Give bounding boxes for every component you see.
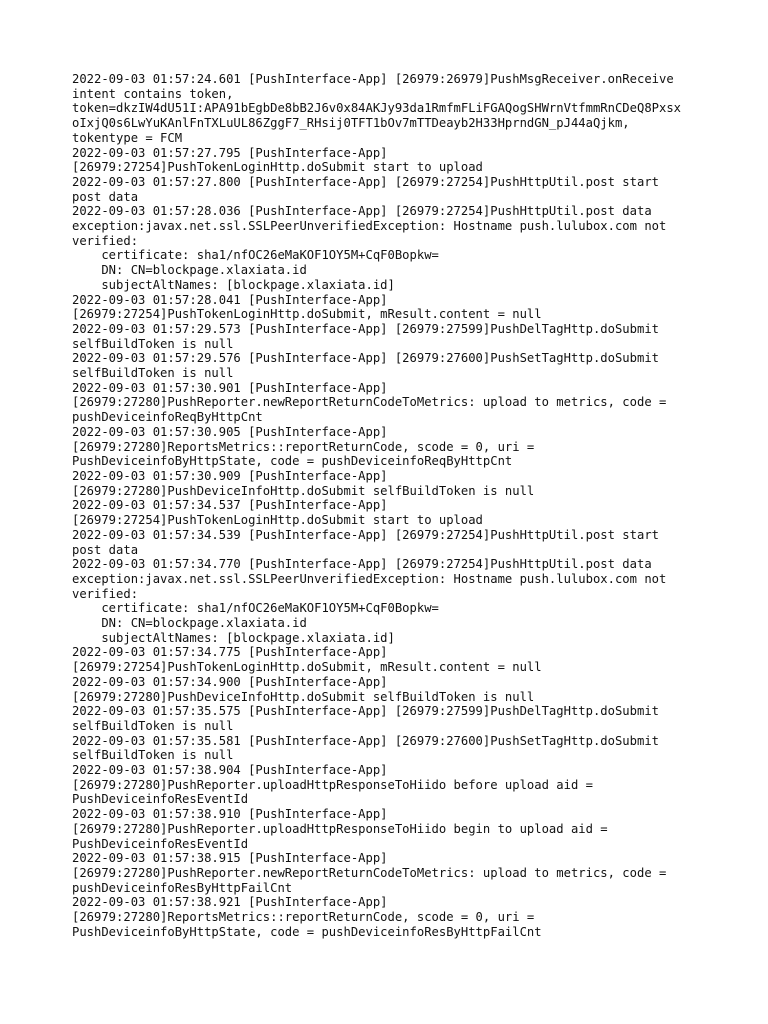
log-line: 2022-09-03 01:57:38.915 [PushInterface-App] (72, 851, 388, 866)
log-line: intent contains token, (72, 86, 234, 101)
log-line: selfBuildToken is null (72, 748, 234, 763)
log-line: PushDeviceinfoByHttpState, code = pushDeviceinfoResByHttpFailCnt (72, 924, 542, 939)
log-line: 2022-09-03 01:57:30.901 [PushInterface-App] (72, 380, 388, 395)
log-line: [26979:27254]PushTokenLoginHttp.doSubmit, mResult.content = null (72, 307, 542, 322)
log-line: [26979:27254]PushTokenLoginHttp.doSubmit start to upload (72, 513, 483, 528)
log-line: 2022-09-03 01:57:34.537 [PushInterface-App] (72, 498, 388, 513)
log-line: selfBuildToken is null (72, 366, 234, 381)
log-line: post data (72, 189, 139, 204)
log-line: 2022-09-03 01:57:38.910 [PushInterface-App] (72, 807, 388, 822)
log-line: 2022-09-03 01:57:27.795 [PushInterface-App] (72, 145, 388, 160)
log-line: oIxjQ0s6LwYuKAnlFnTXLuUL86ZggF7_RHsij0TFT1bOv7mTTDeayb2H33HprndGN_pJ44aQjkm, (72, 116, 630, 131)
log-line: PushDeviceinfoResEventId (72, 792, 249, 807)
log-line: [26979:27280]PushReporter.newReportReturnCodeToMetrics: upload to metrics, code = (72, 865, 667, 880)
log-line: selfBuildToken is null (72, 336, 234, 351)
log-line: [26979:27280]ReportsMetrics::reportReturnCode, scode = 0, uri = (72, 439, 535, 454)
log-line: 2022-09-03 01:57:34.900 [PushInterface-App] (72, 674, 388, 689)
log-line: [26979:27280]PushDeviceInfoHttp.doSubmit selfBuildToken is null (72, 689, 535, 704)
log-line: 2022-09-03 01:57:30.909 [PushInterface-App] (72, 468, 388, 483)
log-line: subjectAltNames: [blockpage.xlaxiata.id] (72, 277, 395, 292)
log-line: 2022-09-03 01:57:24.601 [PushInterface-App] [26979:26979]PushMsgReceiver.onReceive (72, 72, 674, 86)
log-line: pushDeviceinfoReqByHttpCnt (72, 410, 263, 425)
log-line: 2022-09-03 01:57:29.573 [PushInterface-App] [26979:27599]PushDelTagHttp.doSubmit (72, 321, 659, 336)
log-line: post data (72, 542, 139, 557)
log-line: 2022-09-03 01:57:28.041 [PushInterface-App] (72, 292, 388, 307)
log-line: DN: CN=blockpage.xlaxiata.id (72, 616, 307, 631)
log-line: 2022-09-03 01:57:35.575 [PushInterface-App] [26979:27599]PushDelTagHttp.doSubmit (72, 704, 659, 719)
log-line: [26979:27254]PushTokenLoginHttp.doSubmit, mResult.content = null (72, 660, 542, 675)
log-line: token=dkzIW4dU51I:APA91bEgbDe8bB2J6v0x84AKJy93da1RmfmFLiFGAQogSHWrnVtfmmRnCDeQ8Pxsx (72, 101, 682, 116)
log-line: [26979:27280]PushReporter.newReportReturnCodeToMetrics: upload to metrics, code = (72, 395, 667, 410)
log-line: 2022-09-03 01:57:38.921 [PushInterface-App] (72, 895, 388, 910)
log-line: [26979:27280]PushDeviceInfoHttp.doSubmit selfBuildToken is null (72, 483, 535, 498)
log-line: 2022-09-03 01:57:30.905 [PushInterface-App] (72, 424, 388, 439)
log-line: verified: (72, 233, 139, 248)
log-line: certificate: sha1/nfOC26eMaKOF1OY5M+CqF0Bopkw= (72, 601, 439, 616)
log-line: [26979:27280]ReportsMetrics::reportReturnCode, scode = 0, uri = (72, 910, 535, 925)
log-line: certificate: sha1/nfOC26eMaKOF1OY5M+CqF0Bopkw= (72, 248, 439, 263)
log-line: [26979:27280]PushReporter.uploadHttpResponseToHiido before upload aid = (72, 777, 593, 792)
log-line: 2022-09-03 01:57:38.904 [PushInterface-App] (72, 763, 388, 778)
log-line: 2022-09-03 01:57:29.576 [PushInterface-App] [26979:27600]PushSetTagHttp.doSubmit (72, 351, 659, 366)
log-line: selfBuildToken is null (72, 718, 234, 733)
log-line: 2022-09-03 01:57:28.036 [PushInterface-App] [26979:27254]PushHttpUtil.post data (72, 204, 652, 219)
log-line: verified: (72, 586, 139, 601)
log-line: 2022-09-03 01:57:34.770 [PushInterface-App] [26979:27254]PushHttpUtil.post data (72, 557, 652, 572)
log-line: 2022-09-03 01:57:34.539 [PushInterface-App] [26979:27254]PushHttpUtil.post start (72, 527, 659, 542)
log-line: 2022-09-03 01:57:27.800 [PushInterface-App] [26979:27254]PushHttpUtil.post start (72, 174, 659, 189)
log-document (72, 72, 712, 939)
log-line: [26979:27254]PushTokenLoginHttp.doSubmit start to upload (72, 160, 483, 175)
log-line: tokentype = FCM (72, 130, 183, 145)
log-line: exception:javax.net.ssl.SSLPeerUnverifiedException: Hostname push.lulubox.com not (72, 571, 667, 586)
log-line: subjectAltNames: [blockpage.xlaxiata.id] (72, 630, 395, 645)
log-line: PushDeviceinfoResEventId (72, 836, 249, 851)
log-line: DN: CN=blockpage.xlaxiata.id (72, 263, 307, 278)
log-line: PushDeviceinfoByHttpState, code = pushDeviceinfoReqByHttpCnt (72, 454, 513, 469)
log-line: exception:javax.net.ssl.SSLPeerUnverifiedException: Hostname push.lulubox.com not (72, 219, 667, 234)
log-line: [26979:27280]PushReporter.uploadHttpResponseToHiido begin to upload aid = (72, 821, 608, 836)
log-line: 2022-09-03 01:57:34.775 [PushInterface-App] (72, 645, 388, 660)
log-line: 2022-09-03 01:57:35.581 [PushInterface-App] [26979:27600]PushSetTagHttp.doSubmit (72, 733, 659, 748)
log-line: pushDeviceinfoResByHttpFailCnt (72, 880, 293, 895)
